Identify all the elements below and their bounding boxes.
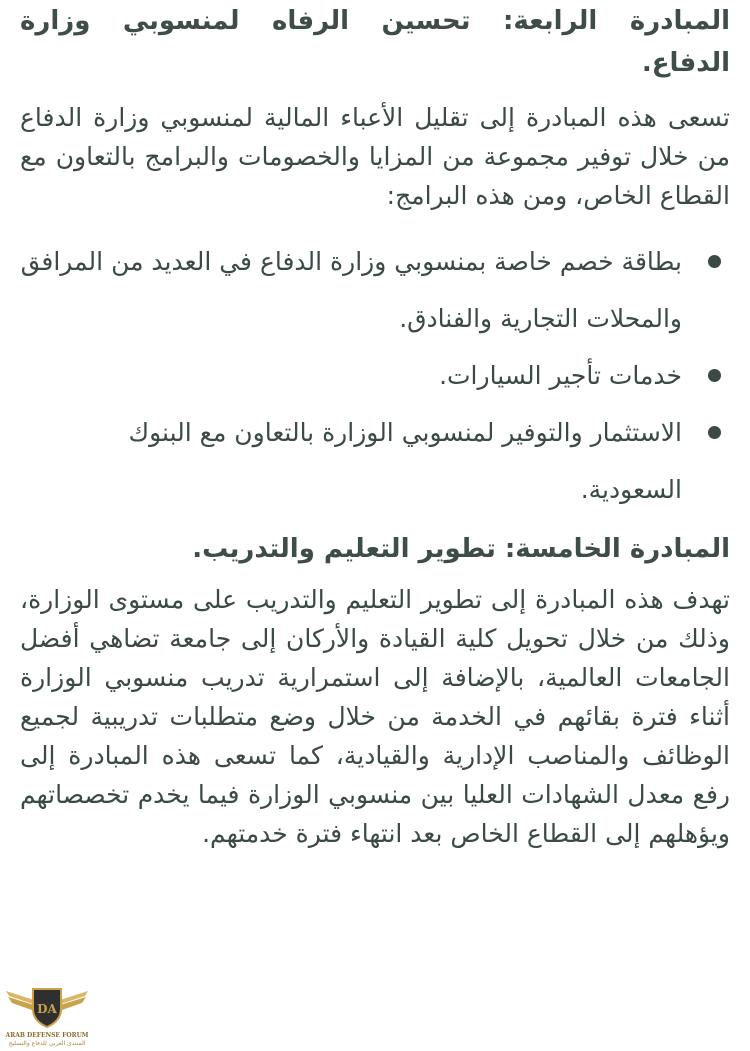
bullet-icon xyxy=(706,233,722,290)
list-item-text: بطاقة خصم خاصة بمنسوبي وزارة الدفاع في العديد من المرافق والمحلات التجارية والفنادق. xyxy=(20,247,682,333)
logo-name-ar: المنتدى العربي للدفاع والتسليح xyxy=(8,1040,86,1047)
logo-monogram: DA xyxy=(37,1002,57,1016)
programs-list xyxy=(20,233,730,518)
bullet-icon xyxy=(706,404,722,461)
initiative-five-heading: المبادرة الخامسة: تطوير التعليم والتدريب. xyxy=(192,534,730,564)
list-item xyxy=(20,347,682,404)
list-item xyxy=(20,404,682,518)
logo-emblem-icon xyxy=(4,983,90,1033)
document-page xyxy=(20,0,730,853)
initiative-four-heading: المبادرة الرابعة: تحسين الرفاه لمنسوبي وزارة الدفاع. xyxy=(20,6,730,78)
list-item xyxy=(20,233,682,347)
arab-defense-forum-logo xyxy=(4,983,90,1049)
initiative-five-body: تهدف هذه المبادرة إلى تطوير التعليم والتدريب على مستوى الوزارة، وذلك من خلال تحويل كلية القيادة والأركان إلى جامعة تضاهي أفضل الجامعات العالمية، بالإضافة إلى استمرارية تدريب منسوبي الوزارة أثناء فترة بقائهم في الخدمة من خلال وضع متطلبات تدريبية لجميع الوظائف والمناصب الإدارية والقيادية، كما تسعى هذه المبادرة إلى رفع معدل الشهادات العليا بين منسوبي الوزارة فيما يخدم تخصصاتهم ويؤهلهم إلى القطاع الخاص بعد انتهاء فترة خدمتهم. xyxy=(20,585,730,848)
bullet-icon xyxy=(706,347,722,404)
logo-name-en: ARAB DEFENSE FORUM xyxy=(5,1032,89,1039)
list-item-text: خدمات تأجير السيارات. xyxy=(439,361,682,390)
initiative-four-intro: تسعى هذه المبادرة إلى تقليل الأعباء المالية لمنسوبي وزارة الدفاع من خلال توفير مجموعة من المزايا والخصومات والبرامج بالتعاون مع القطاع الخاص، ومن هذه البرامج: xyxy=(20,103,730,210)
list-item-text: الاستثمار والتوفير لمنسوبي الوزارة بالتعاون مع البنوك السعودية. xyxy=(128,418,682,504)
